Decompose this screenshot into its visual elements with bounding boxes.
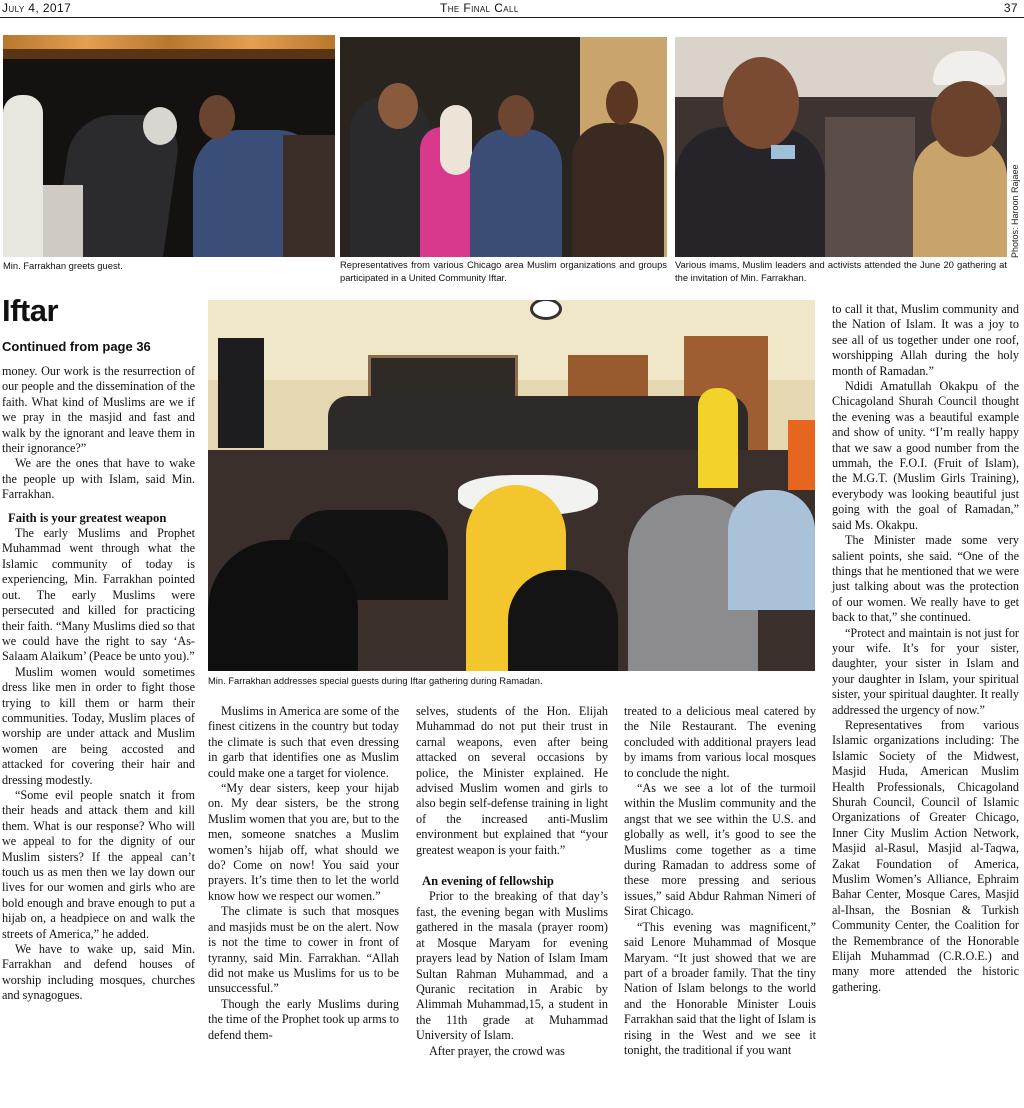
paragraph: Though the early Muslims during the time of the Prophet took up arms to defend them- bbox=[208, 996, 399, 1042]
photo-imams-and-leaders bbox=[675, 37, 1007, 257]
paragraph: “My dear sisters, keep your hijab on. My dear sisters, be the strong Muslim women that you are, but to the men, someone snatches a Muslim women’s hijab off, what should we do? Come on now! You said your prayers. It’s time then to let the world know how we respect our women.” bbox=[208, 781, 399, 903]
paragraph: The climate is such that mosques and masjids must be on the alert. Now is not the time to cower in front of tyranny, said Min. Farrakhan. “Allah did not make us Muslims for us to be unsuccessful.” bbox=[208, 904, 399, 996]
paragraph: Prior to the breaking of that day’s fast, the evening began with Muslims gathered in the masala (prayer room) at Mosque Maryam for evening prayers lead by Nation of Islam Imam Sultan Rahman Muhammad, and a Quranic recitation in Arabic by Alimmah Muhammad,15, a student in the 11th grade at Muhammad University of Islam. bbox=[416, 889, 608, 1043]
paragraph: “This evening was magnificent,” said Lenore Muhammad of Mosque Maryam. “It just showed that we are part of a broader family. That the tiny Nation of Islam belongs to the world and the Honorable Minister Louis Farrakhan said that the light of Islam is rising in the West and we see it tonight, the traditional if you want bbox=[624, 919, 816, 1057]
paragraph: selves, students of the Hon. Elijah Muhammad do not put their trust in carnal weapons, even after being attacked on several occasions by police, the Minister explained. He advised Muslim women and girls to also begin self-defense training in light of the increased anti-Muslim environment but explained that “your greatest weapon is your faith.” bbox=[416, 704, 608, 857]
subhead-faith-greatest-weapon: Faith is your greatest weapon bbox=[8, 510, 167, 525]
paragraph: treated to a delicious meal catered by the Nile Restaurant. The evening concluded with additional prayers lead by imams from various local mosques to conclude the night. bbox=[624, 704, 816, 780]
photo-farrakhan-addresses-guests bbox=[208, 300, 815, 671]
paragraph: We have to wake up, said Min. Farrakhan and defend houses of worship including mosques, churches and synagogues. bbox=[2, 942, 195, 1003]
photo-credit: Photos: Haroon Rajaee bbox=[1010, 164, 1020, 258]
page-number: 37 bbox=[1003, 1, 1018, 15]
page-header bbox=[0, 0, 1024, 18]
photo3-caption: Various imams, Muslim leaders and activists attended the June 20 gathering at the invitation of Min. Farrakhan. bbox=[675, 259, 1007, 283]
paragraph: The Minister made some very salient points, she said. “One of the things that he mentioned that we were just talking about was the protection of our women. We really have to get back to that,” she continued. bbox=[832, 533, 1019, 625]
photo-farrakhan-greets-guest bbox=[3, 35, 335, 257]
paragraph: “As we see a lot of the turmoil within the Muslim community and the angst that we see within the U.S. and globally as well, it’s good to see the Muslims come together as a time during Ramadan to address some of these more pressing and serious issues,” said Abdur Rahman Nimeri of Sirat Chicago. bbox=[624, 781, 816, 919]
article-column-2 bbox=[208, 704, 399, 1043]
issue-date: July 4, 2017 bbox=[2, 1, 72, 15]
paragraph: Ndidi Amatullah Okakpu of the Chicagoland Shurah Council thought the evening was a beautiful example and show of unity. “I’m really happy that we saw a good number from the ummah, the F.O.I. (Fruit of Islam), the M.G.T. (Muslim Girls Training), everybody was looking beautiful just going with the goal of Ramadan,” said Ms. Okakpu. bbox=[832, 379, 1019, 532]
paragraph: Muslims in America are some of the finest citizens in the country but today the climate is such that even dressing in garb that identifies one as Muslim could make one a target for violence. bbox=[208, 704, 399, 780]
paragraph: After prayer, the crowd was bbox=[429, 1043, 565, 1058]
article-column-5 bbox=[832, 302, 1019, 995]
article-column-1 bbox=[2, 364, 195, 1004]
paragraph: Muslim women would sometimes dress like men in order to fight those trying to kill them or harm their communities. Today, Muslim places of worship are under attack and Muslim women are being accosted and attacked for covering their hair and dressing modestly. bbox=[2, 664, 195, 787]
paragraph: Representatives from various Islamic organizations including: The Islamic Society of the Midwest, Masjid Huda, American Muslim Health Professionals, Chicagoland Shurah Council, Council of Islamic Organizations of Greater Chicago, Inner City Muslim Action Network, Masjid al-Rasul, Masjid al-Taqwa, Zakat Foundation of America, Muslim Women’s Alliance, Ephraim Bahar Center, Mosque Cares, Masjid al-Ihsan, the Bosnian & Turkish Community Center, the Coalition for the Remembrance of the Honorable Elijah Muhammad (C.R.O.E.) and many more attended the historic gathering. bbox=[832, 717, 1019, 994]
paragraph: “Protect and maintain is not just for your wife. It’s for your sister, daughter, your sister in Islam and your daughter in Islam, your spiritual sister, your spiritual daughter. It really addressed the urgency of now.” bbox=[832, 625, 1019, 717]
photo-community-representatives bbox=[340, 37, 667, 257]
photo1-caption: Min. Farrakhan greets guest. bbox=[3, 260, 123, 271]
paragraph: to call it that, Muslim community and the Nation of Islam. It was a joy to see all of us together under one roof, worshipping Allah during the holy month of Ramadan.” bbox=[832, 302, 1019, 378]
article-column-4 bbox=[624, 704, 816, 1058]
article-headline: Iftar bbox=[2, 293, 59, 328]
publication-name: The Final Call bbox=[440, 1, 519, 15]
article-column-3 bbox=[416, 704, 608, 1059]
main-photo-caption: Min. Farrakhan addresses special guests during Iftar gathering during Ramadan. bbox=[208, 675, 543, 686]
subhead-evening-of-fellowship: An evening of fellowship bbox=[422, 874, 554, 889]
continued-from-label: Continued from page 36 bbox=[2, 339, 151, 354]
paragraph: The early Muslims and Prophet Muhammad went through what the Islamic community of today is experiencing, Min. Farrakhan pointed out. The early Muslims were persecuted and killed for practicing their faith. “Many Muslims died so that we could have the right to say ‘As-Salaam Alaikum’ (Peace be unto you).” bbox=[2, 526, 195, 664]
paragraph: We are the ones that have to wake the people up with Islam, said Min. Farrakhan. bbox=[2, 456, 195, 502]
paragraph: “Some evil people snatch it from their heads and attack them and kill them. What is our response? Who will we appeal to for the dignity of our Muslim sisters? If the appeal can’t touch us as men then we lay down our lives for our women and girls who are bold enough and brave enough to put a hijab on, a headpiece on and walk the streets of America,” he added. bbox=[2, 787, 195, 941]
photo2-caption: Representatives from various Chicago area Muslim organizations and groups participated in a United Community Iftar. bbox=[340, 259, 667, 283]
paragraph: money. Our work is the resurrection of our people and the dissemination of the faith. What kind of Muslims are we if we pray in the masjid and fast and walk by the ignorant and leave them in their ignorance?” bbox=[2, 364, 195, 456]
